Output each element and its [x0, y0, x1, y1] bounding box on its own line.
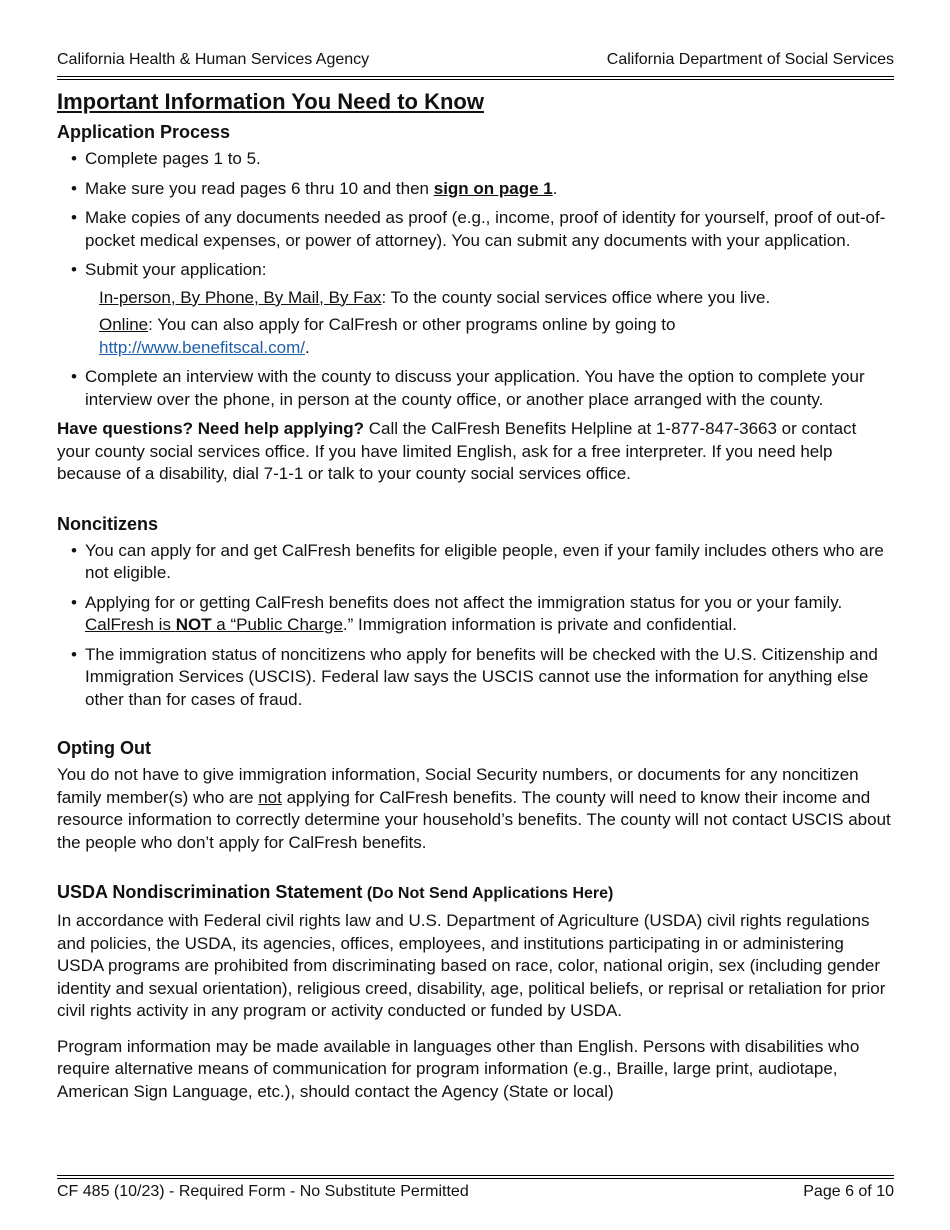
page-footer [57, 1175, 894, 1202]
document-page [57, 50, 894, 1103]
list-item: • Applying for or getting CalFresh benefits does not affect the immigration status for you or your family. CalFresh is NOT a “Public Charge.” Immigration information is private and confidential. [71, 592, 843, 634]
list-item: • You can apply for and get CalFresh benefits for eligible people, even if your family includes others who are not eligible. [71, 540, 884, 582]
header-department: California Department of Social Services [606, 51, 894, 68]
page-title: Important Information You Need to Know [57, 89, 484, 114]
header-divider [57, 79, 894, 80]
opting-out-paragraph: You do not have to give immigration information, Social Security numbers, or documents for any noncitizen family member(s) who are not applying for CalFresh benefits. The county will need to know their income and resource information to correctly determine your household’s benefits. The county will not contact USCIS about the people who don’t apply for CalFresh benefits. [57, 765, 891, 852]
page-header [57, 50, 894, 77]
section-heading-usda: USDA Nondiscrimination Statement (Do Not Send Applications Here) [57, 882, 614, 902]
page-number: Page 6 of 10 [803, 1183, 894, 1200]
usda-paragraph-2: Program information may be made available in languages other than English. Persons with disabilities who require alternative means of communication for program information (e.g., Braille, large print, audiotape, American Sign Language, etc.), should contact the Agency (State or local) [57, 1036, 860, 1101]
section-heading-noncitizens: Noncitizens [57, 513, 159, 534]
help-paragraph: Have questions? Need help applying? Call the CalFresh Benefits Helpline at 1-877-847-3663 or contact your county social services office. If you have limited English, ask for a free interpreter. If you need help because of a disability, dial 7-1-1 or talk to your county social services office. [57, 419, 857, 483]
application-process-list [57, 148, 894, 411]
list-item: • Make sure you read pages 6 thru 10 and then sign on page 1. [71, 178, 558, 198]
submit-online: Online: You can also apply for CalFresh or other programs online by going to http://www.benefitscal.com/. [99, 315, 676, 357]
form-identifier: CF 485 (10/23) - Required Form - No Substitute Permitted [57, 1183, 469, 1200]
benefitscal-link[interactable]: http://www.benefitscal.com/ [99, 337, 305, 357]
list-item: • Submit your application: In-person, By Phone, By Mail, By Fax: To the county social services office where you live. Online: You can also apply for CalFresh or other programs online by going to http://www.benefitscal.com/. [57, 259, 894, 359]
not-emphasis: NOT [175, 615, 212, 634]
header-agency: California Health & Human Services Agency [57, 51, 370, 68]
list-item: • Make copies of any documents needed as proof (e.g., income, proof of identity for yourself, proof of out-of-pocket medical expenses, or power of attorney). You can submit any documents with your application. [71, 208, 886, 250]
sign-page-emphasis: sign on page 1 [433, 178, 553, 198]
section-heading-opting-out: Opting Out [57, 738, 151, 758]
submit-inperson: In-person, By Phone, By Mail, By Fax: To the county social services office where you live. [99, 287, 771, 307]
list-item: • Complete pages 1 to 5. [71, 149, 261, 168]
footer-divider [57, 1178, 894, 1179]
usda-paragraph-1: In accordance with Federal civil rights law and U.S. Department of Agriculture (USDA) civil rights regulations and policies, the USDA, its agencies, offices, employees, and institutions participating in or administering USDA programs are prohibited from discriminating based on race, color, national origin, sex (including gender identity and sexual orientation), religious creed, disability, age, political beliefs, or reprisal or retaliation for prior civil rights activity in any program or activity conducted or funded by USDA. [57, 911, 886, 1020]
list-item: • The immigration status of noncitizens who apply for benefits will be checked with the U.S. Citizenship and Immigration Services (USCIS). Federal law says the USCIS cannot use the information for anything else other than for cases of fraud. [71, 644, 878, 709]
noncitizens-list [57, 540, 894, 712]
section-heading-application-process: Application Process [57, 122, 231, 142]
list-item: • Complete an interview with the county to discuss your application. You have the option to complete your interview over the phone, in person at the county office, or another place arranged with the county. [71, 367, 865, 409]
